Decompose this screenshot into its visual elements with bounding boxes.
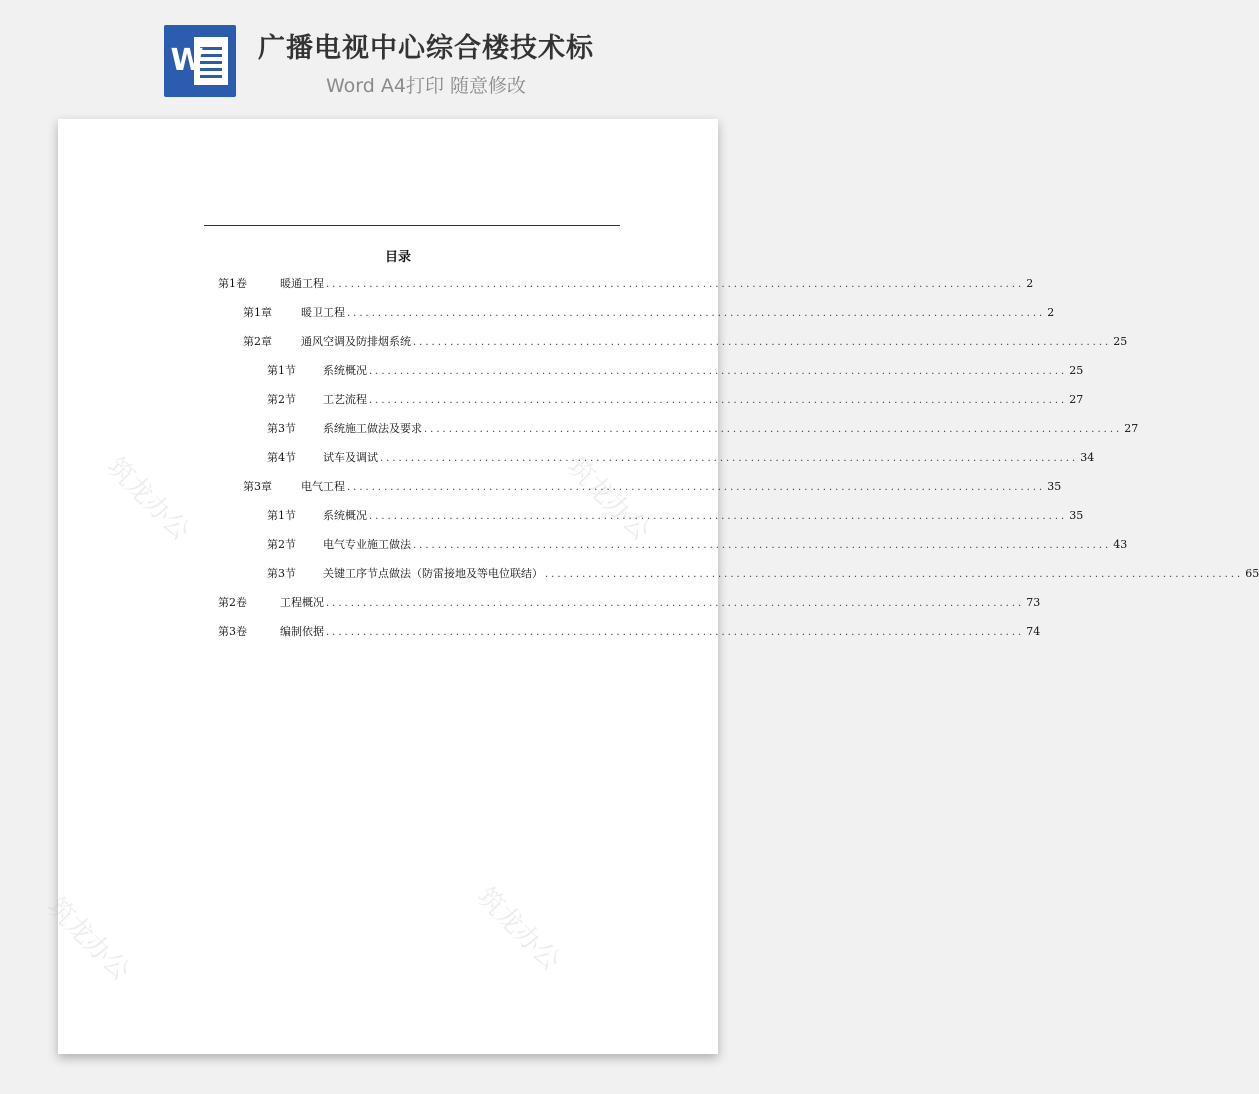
toc-title: 目录: [384, 250, 411, 265]
toc-entry-number: 第2章: [243, 335, 272, 348]
toc-entry-page: 73: [1026, 596, 1041, 609]
toc-entry-page: 2: [1047, 306, 1055, 319]
toc-entry-label: 暖卫工程: [301, 306, 345, 319]
toc-leader-dots: .................................................................................................................: [347, 482, 1046, 493]
toc-leader-dots: .................................................................................................................: [413, 337, 1112, 348]
toc-entry-number: 第1卷: [218, 277, 247, 290]
toc-entry[interactable]: [218, 275, 1034, 293]
toc-entry-label: 系统施工做法及要求: [323, 422, 422, 435]
toc-entry-number: 第4节: [267, 451, 296, 464]
toc-entry-page: 74: [1026, 625, 1041, 638]
toc-entry[interactable]: [243, 333, 1128, 351]
toc-entry-number: 第2节: [267, 538, 296, 551]
toc-leader-dots: .................................................................................................................: [413, 540, 1112, 551]
toc-entry[interactable]: [218, 623, 1041, 641]
toc-entry[interactable]: [243, 304, 1055, 322]
toc-leader-dots: .................................................................................................................: [326, 627, 1025, 638]
toc-leader-dots: .................................................................................................................: [326, 279, 1025, 290]
toc-entry-page: 34: [1080, 451, 1095, 464]
toc-entry-page: 35: [1047, 480, 1062, 493]
toc-entry-page: 25: [1113, 335, 1128, 348]
page-subtitle: Word A4打印 随意修改: [326, 75, 527, 97]
toc-entry[interactable]: [243, 478, 1062, 496]
toc-entry-number: 第3卷: [218, 625, 247, 638]
toc-entry-page: 35: [1069, 509, 1084, 522]
toc-leader-dots: .................................................................................................................: [545, 569, 1244, 580]
toc-entry-label: 编制依据: [280, 625, 324, 638]
toc-entry[interactable]: [267, 420, 1139, 438]
page-title: 广播电视中心综合楼技术标: [258, 33, 594, 64]
toc-entry-label: 工艺流程: [323, 393, 367, 406]
watermark: 筑龙办公: [40, 891, 136, 987]
toc-entry-label: 电气专业施工做法: [323, 538, 411, 551]
toc-leader-dots: .................................................................................................................: [369, 366, 1068, 377]
toc-leader-dots: .................................................................................................................: [369, 395, 1068, 406]
watermark: 筑龙办公: [560, 451, 656, 547]
toc-entry-label: 关键工序节点做法（防雷接地及等电位联结）: [323, 567, 543, 580]
toc-leader-dots: .................................................................................................................: [369, 511, 1068, 522]
toc-entry-label: 电气工程: [301, 480, 345, 493]
toc-entry[interactable]: [267, 507, 1084, 525]
document-page: [40, 119, 1259, 1054]
toc-entry-label: 系统概况: [323, 364, 367, 377]
toc-entry-number: 第3章: [243, 480, 272, 493]
toc-entry-page: 25: [1069, 364, 1084, 377]
toc-leader-dots: .................................................................................................................: [380, 453, 1079, 464]
toc-entry-page: 27: [1124, 422, 1139, 435]
toc-entry[interactable]: [267, 362, 1084, 380]
watermark: 筑龙办公: [470, 881, 566, 977]
toc-entry-label: 通风空调及防排烟系统: [301, 335, 411, 348]
watermark: 筑龙办公: [100, 451, 196, 547]
toc-entry-number: 第1节: [267, 509, 296, 522]
toc-entry-page: 43: [1113, 538, 1128, 551]
toc-entry-number: 第2卷: [218, 596, 247, 609]
toc-leader-dots: .................................................................................................................: [326, 598, 1025, 609]
toc-entry[interactable]: [218, 594, 1041, 612]
toc-entry-number: 第3节: [267, 567, 296, 580]
header: [0, 0, 774, 110]
toc-entry-label: 工程概况: [280, 596, 324, 609]
toc-entry[interactable]: [267, 449, 1095, 467]
toc-entry[interactable]: [267, 565, 1259, 583]
toc-entry-label: 试车及调试: [323, 451, 378, 464]
word-icon: [164, 25, 236, 97]
toc-entry[interactable]: [267, 391, 1084, 409]
toc-entry-number: 第2节: [267, 393, 296, 406]
table-of-contents: [58, 119, 1259, 1054]
toc-entry-page: 2: [1026, 277, 1034, 290]
toc-entry-number: 第1节: [267, 364, 296, 377]
word-icon-letter: W: [170, 43, 204, 78]
toc-entry-page: 65: [1245, 567, 1259, 580]
toc-leader-dots: .................................................................................................................: [347, 308, 1046, 319]
toc-entry-number: 第3节: [267, 422, 296, 435]
toc-entry-number: 第1章: [243, 306, 272, 319]
toc-leader-dots: .................................................................................................................: [424, 424, 1123, 435]
toc-entry-page: 27: [1069, 393, 1084, 406]
toc-entry[interactable]: [267, 536, 1128, 554]
toc-entry-label: 暖通工程: [280, 277, 324, 290]
toc-entry-label: 系统概况: [323, 509, 367, 522]
